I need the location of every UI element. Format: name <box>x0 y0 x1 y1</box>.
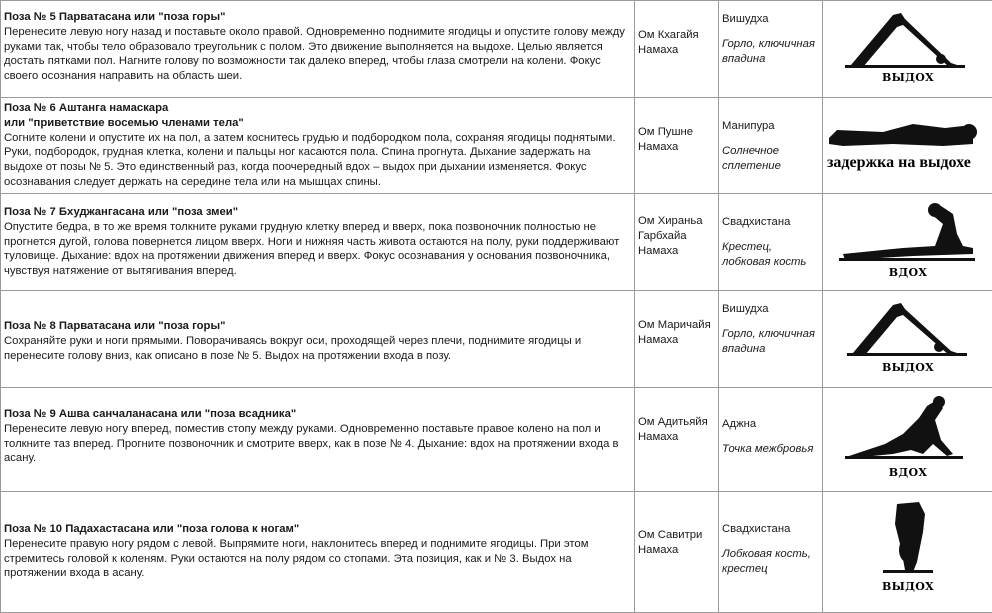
pose-figure-cell <box>823 291 992 388</box>
table-row <box>1 388 992 492</box>
chakra-location: Лобковая кость, крестец <box>722 547 820 577</box>
pose-title: Поза № 5 Парватасана или "поза горы" <box>4 10 630 25</box>
mantra-cell <box>635 388 719 492</box>
mantra: Ом Кхагайя Намаха <box>638 29 699 56</box>
chakra-location: Точка межбровья <box>722 442 820 457</box>
mantra-cell <box>635 492 719 613</box>
chakra-cell <box>719 98 823 194</box>
mantra-cell <box>635 98 719 194</box>
mantra: Ом Пушне Намаха <box>638 126 693 153</box>
pose-description-cell <box>1 194 635 291</box>
pose-figure-cell <box>823 98 992 194</box>
chakra-name: Аджна <box>722 418 756 430</box>
chakra-name: Вишудха <box>722 13 769 25</box>
table-row <box>1 1 992 98</box>
chakra-name: Свадхистана <box>722 523 790 535</box>
pose-text: Согните колени и опустите их на пол, а затем коснитесь грудью и подбородком пола, сохраняя ягодицы поднятыми. Руки, подбородок, грудная клетка, колени и пальцы ног касаются пола. Спина прогнута. Дыхание задержать на выдохе от позы № 5. Это единственный раз, когда поочередный вдох – выдох при дыхании изменяется. Фокус осознавания следует держать на середине тела или на мышцах спины. <box>4 131 630 190</box>
pose-text: Перенесите левую ногу вперед, поместив стопу между руками. Одновременно поставьте правое колено на пол и толкните таз вперед. Прогните позвоночник и смотрите вверх, как в позе № 4. Дыхание: вдох на протяжении входа в асану. <box>4 422 630 466</box>
chakra-name: Манипура <box>722 120 775 132</box>
mantra: Ом Адитьяйя Намаха <box>638 416 708 443</box>
pose-title: Поза № 9 Ашва санчаланасана или "поза всадника" <box>4 407 630 422</box>
mantra-cell <box>635 194 719 291</box>
pose-text: Опустите бедра, в то же время толкните руками грудную клетку вперед и вверх, пока позвоночник полностью не прогнется дугой, голова повернется лицом вверх. Ноги и нижняя часть живота остаются на полу, руки поддерживают туловище. Дыхание: вдох на протяжении движения вперед и вверх. Фокус осознавания у основания позвоночника, чувствуя натяжение от вытягивания вперед. <box>4 220 630 279</box>
pose-figure-cell <box>823 1 992 98</box>
table-row <box>1 291 992 388</box>
chakra-location: Солнечное сплетение <box>722 144 820 174</box>
table-row <box>1 194 992 291</box>
breath-caption: ВЫДОХ <box>823 580 992 595</box>
chakra-location: Крестец, лобковая кость <box>722 240 820 270</box>
mantra-cell <box>635 291 719 388</box>
pose-figure-cell <box>823 388 992 492</box>
pose-title: Поза № 8 Парватасана или "поза горы" <box>4 319 630 334</box>
pose-description-cell <box>1 492 635 613</box>
breath-caption: ВДОХ <box>823 266 992 281</box>
pose-figure-cell <box>823 492 992 613</box>
chakra-name: Свадхистана <box>722 216 790 228</box>
pose-title: Поза № 10 Падахастасана или "поза голова к ногам" <box>4 522 630 537</box>
chakra-cell <box>719 388 823 492</box>
mantra-cell <box>635 1 719 98</box>
eight-limbs-pose-silhouette-icon <box>823 98 992 194</box>
pose-figure-cell <box>823 194 992 291</box>
mantra: Ом Савитри Намаха <box>638 529 702 556</box>
breath-caption: ВЫДОХ <box>823 361 992 376</box>
pose-text: Перенесите правую ногу рядом с левой. Выпрямите ноги, наклонитесь вперед и поднимите ягодицы. При этом стремитесь головой к коленям. Руки остаются на полу рядом со стопами. Эта позиция, как и № 3. Выдох на протяжении входа в асану. <box>4 537 630 581</box>
chakra-cell <box>719 1 823 98</box>
pose-title: Поза № 6 Аштанга намаскара <box>4 101 630 116</box>
mantra: Ом Маричайя Намаха <box>638 319 711 346</box>
pose-text: Перенесите левую ногу назад и поставьте около правой. Одновременно поднимите ягодицы и опустите голову между руками так, чтобы тело образовало треугольник с полом. Это движение выполняется на выдохе. Целью является достать пятками пол. Нагните голову по возможности так далеко вперед, чтобы глаза смотрели на колени. Фокус своего осознания направить на область шеи. <box>4 25 630 84</box>
table-row <box>1 98 992 194</box>
breath-caption: задержка на выдохе <box>827 156 971 171</box>
mantra: Ом Хираньа Гарбхайа Намаха <box>638 215 703 257</box>
breath-caption: ВЫДОХ <box>823 71 992 86</box>
pose-text: Сохраняйте руки и ноги прямыми. Поворачиваясь вокруг оси, проходящей через плечи, поднимите ягодицы и перенесите голову вниз, как описано в позе № 5. Выдох на протяжении входа в позу. <box>4 334 630 364</box>
pose-description-cell <box>1 1 635 98</box>
pose-title: Поза № 7 Бхуджангасана или "поза змеи" <box>4 205 630 220</box>
pose-title-alt: или "приветствие восемью членами тела" <box>4 116 630 131</box>
breath-caption: ВДОХ <box>823 466 992 481</box>
chakra-cell <box>719 492 823 613</box>
chakra-cell <box>719 291 823 388</box>
pose-description-cell <box>1 388 635 492</box>
pose-description-cell <box>1 98 635 194</box>
table-row <box>1 492 992 613</box>
chakra-cell <box>719 194 823 291</box>
chakra-name: Вишудха <box>722 303 769 315</box>
chakra-location: Горло, ключичная впадина <box>722 327 820 357</box>
pose-description-cell <box>1 291 635 388</box>
chakra-location: Горло, ключичная впадина <box>722 37 820 67</box>
